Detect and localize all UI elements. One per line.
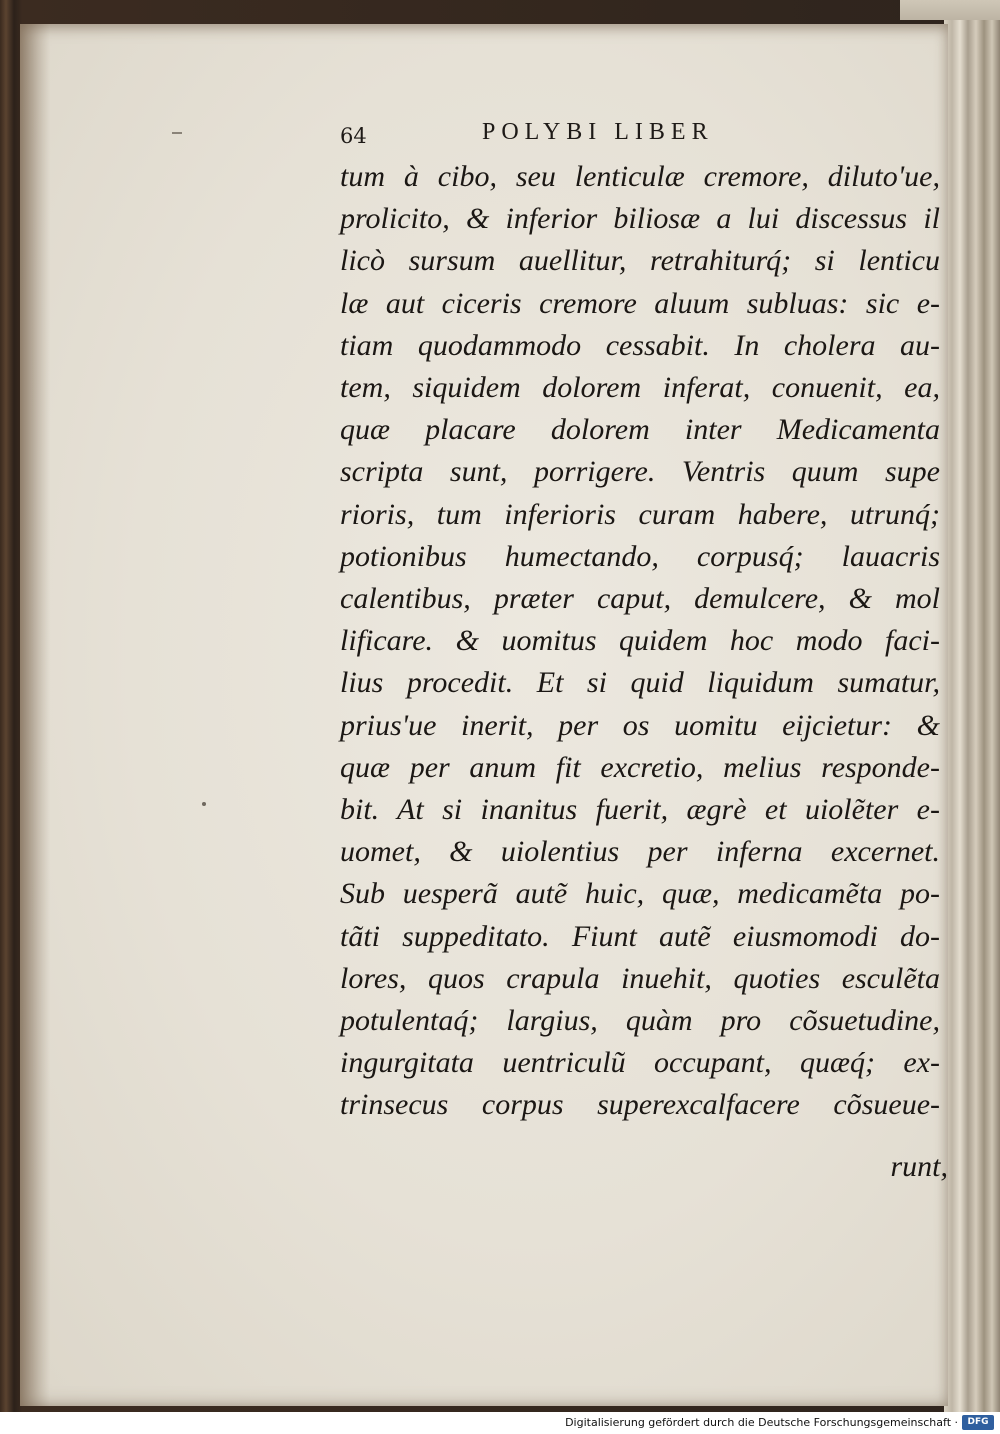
text-line: lificare. & uomitus quidem hoc modo faci- xyxy=(340,624,940,658)
catchword: runt, xyxy=(890,1150,948,1183)
text-line: potionibus humectando, corpusq́; lauacris xyxy=(340,539,940,573)
text-line: tum à cibo, seu lenticulæ cremore, diluto'ue, xyxy=(340,160,940,193)
text-line: calentibus, præter caput, demulcere, & mol xyxy=(340,582,940,615)
text-line: ingurgitata uentriculũ occupant, quæq́; ex- xyxy=(340,1046,940,1080)
footer-credit: Digitalisierung gefördert durch die Deutsche Forschungsgemeinschaft · xyxy=(565,1416,958,1429)
text-line: scripta sunt, porrigere. Ventris quum supe xyxy=(340,455,940,489)
text-line: licò sursum auellitur, retrahiturq́; si lenticu xyxy=(340,244,940,278)
text-line: bit. At si inanitus fuerit, ægrè et uiolẽter e- xyxy=(340,793,940,826)
text-line: prius'ue inerit, per os uomitu eijcietur: & xyxy=(340,708,940,742)
dfg-logo-icon: DFG xyxy=(962,1415,994,1430)
text-line: trinsecus corpus superexcalfacere cõsueue- xyxy=(340,1088,940,1122)
page-edges xyxy=(944,0,1000,1412)
gutter-shadow xyxy=(20,24,50,1406)
text-line: lius procedit. Et si quid liquidum sumatur, xyxy=(340,666,940,700)
text-line: tem, siquidem dolorem inferat, conuenit, ea, xyxy=(340,371,940,404)
margin-mark xyxy=(172,132,182,134)
text-line: tiam quodammodo cessabit. In cholera au- xyxy=(340,328,940,362)
text-line: prolicito, & inferior biliosæ a lui discessus il xyxy=(340,202,940,236)
text-line: quæ per anum fit excretio, melius responde- xyxy=(340,750,940,784)
text-line: quæ placare dolorem inter Medicamenta xyxy=(340,413,940,447)
text-line: læ aut ciceris cremore aluum subluas: sic e- xyxy=(340,286,940,320)
text-line: tãti suppeditato. Fiunt autẽ eiusmomodi do- xyxy=(340,919,940,953)
text-line: rioris, tum inferioris curam habere, utrunq́; xyxy=(340,497,940,531)
page-edges-top xyxy=(900,0,1000,20)
text-line: uomet, & uiolentius per inferna excernet. xyxy=(340,835,940,869)
running-head: POLYBI LIBER xyxy=(482,119,714,145)
page-number: 64 xyxy=(340,124,367,148)
footer xyxy=(0,1412,1000,1434)
text-line: potulentaq́; largius, quàm pro cõsuetudine, xyxy=(340,1004,940,1037)
text-line: lores, quos crapula inuehit, quoties esculẽta xyxy=(340,961,940,995)
margin-dot xyxy=(202,802,206,806)
text-line: Sub uesperã autẽ huic, quæ, medicamẽta po- xyxy=(340,877,940,911)
